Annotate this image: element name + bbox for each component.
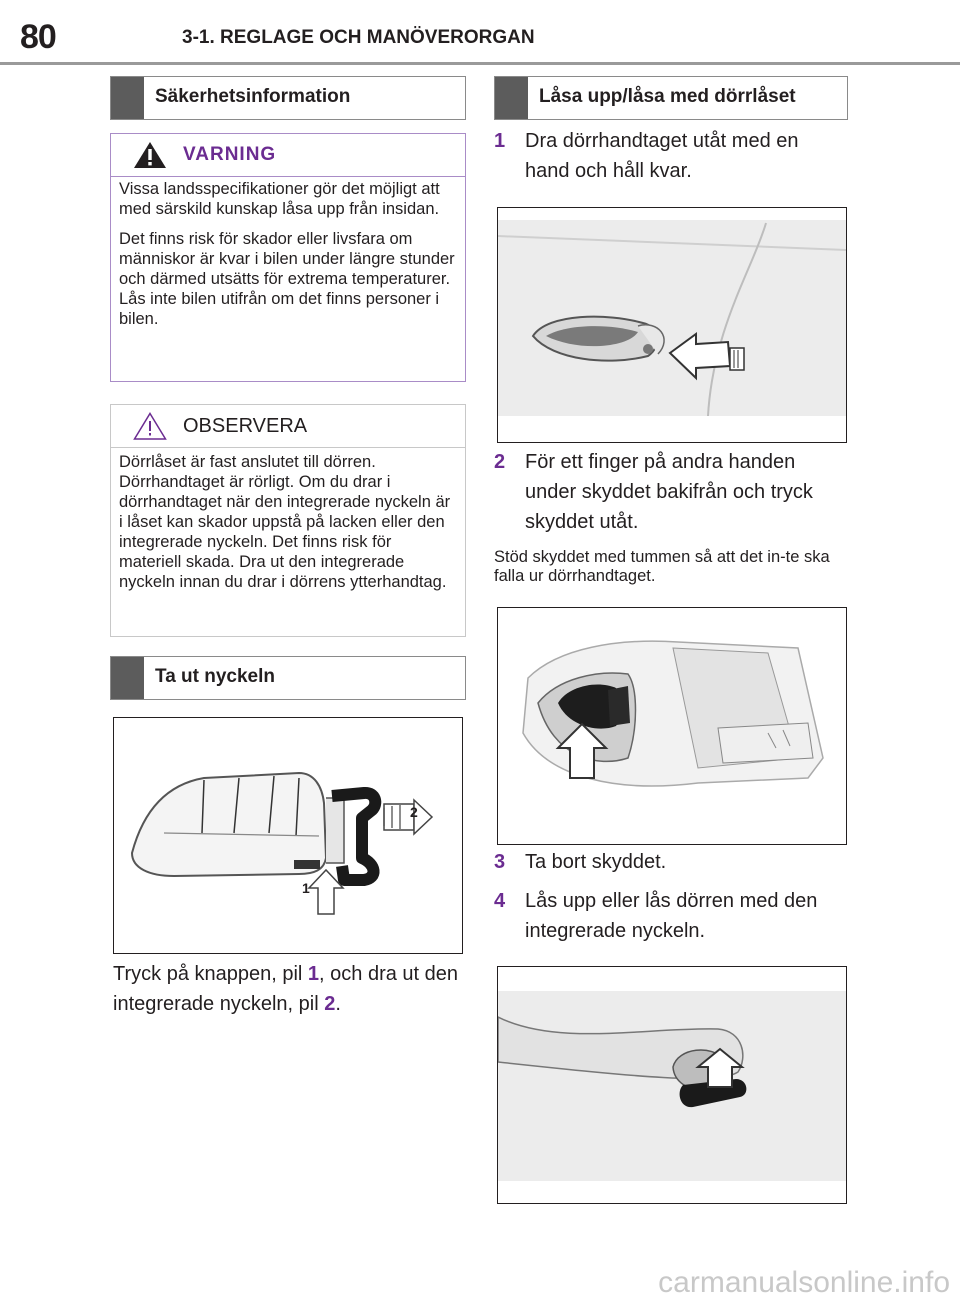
notice-header <box>111 405 465 448</box>
door-handle-illustration <box>498 208 846 442</box>
step-number: 4 <box>494 890 506 912</box>
step-1 <box>494 126 844 186</box>
step-text: Ta bort skyddet. <box>525 851 667 873</box>
arrow-ref-2: 2 <box>324 993 336 1015</box>
caption-text: , och dra ut den integrerade nyckeln, pil <box>113 963 459 1015</box>
section-title: Låsa upp/låsa med dörrlåset <box>539 86 796 107</box>
header-divider <box>0 62 960 65</box>
caption-text: . <box>335 993 341 1015</box>
notice-label: OBSERVERA <box>183 415 308 437</box>
step-2 <box>494 447 844 537</box>
section-header-key <box>110 656 466 700</box>
notice-text: Dörrlåset är fast anslutet till dörren. Dörrhandtaget är rörligt. Om du drar i dörrhandtaget när den integrerade nyckeln är i låset kan skador uppstå på lacken eller den integrerade nyckeln. Det finns risk för materiell skada. Dra ut den integrerade nyckeln innan du drar i dörrens ytterhandtag. <box>119 453 451 591</box>
warning-box <box>110 133 466 382</box>
key-caption <box>113 959 463 1019</box>
watermark: carmanualsonline.info <box>658 1266 950 1299</box>
warning-header <box>111 134 465 177</box>
step-number: 3 <box>494 851 506 873</box>
caption-text: Tryck på knappen, pil <box>113 963 308 985</box>
step-text: Dra dörrhandtaget utåt med en hand och håll kvar. <box>525 130 799 182</box>
section-title: Ta ut nyckeln <box>155 666 276 687</box>
page-number: 80 <box>20 18 56 56</box>
warning-text-1: Vissa landsspecifikationer gör det möjligt att med särskild kunskap låsa upp från insidan. <box>119 180 440 218</box>
warning-icon <box>133 141 167 169</box>
figure-label-1: 1 <box>302 880 310 896</box>
figure-door-handle <box>497 207 847 443</box>
step-3 <box>494 847 844 877</box>
figure-key-in-lock <box>497 966 847 1204</box>
step-4 <box>494 886 844 946</box>
section-marker <box>111 657 144 699</box>
cover-illustration <box>498 608 846 844</box>
support-note: Stöd skyddet med tummen så att det in-te ska falla ur dörrhandtaget. <box>494 548 830 585</box>
step-number: 2 <box>494 451 506 473</box>
figure-key-removal <box>113 717 463 954</box>
step-text: För ett finger på andra handen under skyddet bakifrån och tryck skyddet utåt. <box>525 451 813 533</box>
section-title: Säkerhetsinformation <box>155 86 351 107</box>
warning-text-2: Det finns risk för skador eller livsfara om människor är kvar i bilen under längre stunder och därmed utsätts för extrema temperaturer. Lås inte bilen utifrån om det finns personer i bilen. <box>119 230 455 328</box>
section-marker <box>495 77 528 119</box>
warning-label: VARNING <box>183 144 277 165</box>
section-marker <box>111 77 144 119</box>
step-number: 1 <box>494 130 506 152</box>
arrow-ref-1: 1 <box>307 963 320 985</box>
chapter-title: 3-1. REGLAGE OCH MANÖVERORGAN <box>182 27 535 48</box>
section-header-lock <box>494 76 848 120</box>
section-header-safety <box>110 76 466 120</box>
figure-label-2: 2 <box>410 804 418 820</box>
key-in-lock-illustration <box>498 967 846 1203</box>
caution-icon <box>133 412 167 440</box>
step-text: Lås upp eller lås dörren med den integrerade nyckeln. <box>525 890 818 942</box>
key-fob-illustration <box>114 718 462 953</box>
figure-cover-removal <box>497 607 847 845</box>
notice-box <box>110 404 466 637</box>
